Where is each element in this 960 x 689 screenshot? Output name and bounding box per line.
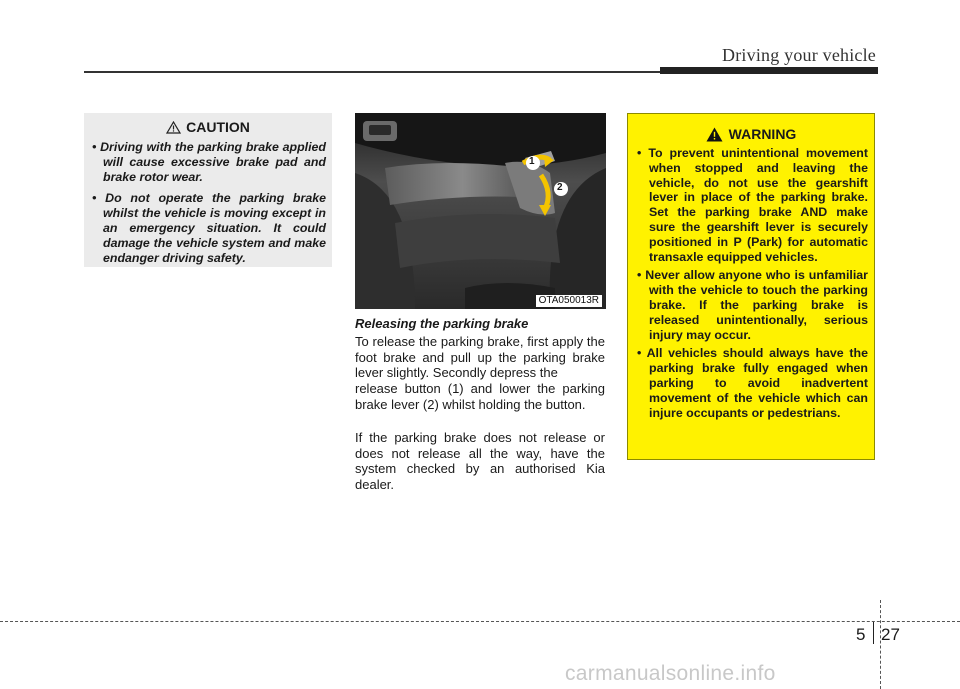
warning-item: • All vehicles should always have the parking brake fully engaged when parking to avoid inadvertent movement of the vehicle which can injure occupants or pedestrians. xyxy=(637,346,868,420)
paragraph-3: If the parking brake does not release or does not release all the way, have the system checked by an authorised Kia dealer. xyxy=(355,430,605,492)
page-number: 27 xyxy=(881,625,900,644)
figure-code: OTA050013R xyxy=(536,295,602,307)
warning-title: WARNING xyxy=(728,126,797,142)
caution-box xyxy=(84,113,332,267)
warning-heading xyxy=(628,126,874,145)
caution-item: • Do not operate the parking brake whilst the vehicle is moving except in an emergency situation. It could damage the vehicle system and make endanger driving safety. xyxy=(92,191,326,265)
page-chapter: 5 xyxy=(856,625,866,644)
header-rule-thick xyxy=(660,67,878,74)
header-section-title: Driving your vehicle xyxy=(722,45,876,65)
header-rule-thin xyxy=(84,71,662,73)
caution-heading xyxy=(84,119,332,137)
warning-item: • Never allow anyone who is unfamiliar with the vehicle to touch the parking brake. If the parking brake is released unintentionally, serious injury may occur. xyxy=(637,268,868,342)
parking-brake-illustration xyxy=(355,113,606,309)
caution-title: CAUTION xyxy=(186,119,250,135)
warning-item: • To prevent unintentional movement when stopped and leaving the vehicle, do not use the gearshift lever in place of the parking brake. Set the parking brake AND make sure the gearshift lever is securely positioned in P (Park) for automatic transaxle equipped vehicles. xyxy=(637,146,868,264)
callout-2: 2 xyxy=(557,182,563,193)
paragraph-1: To release the parking brake, first apply the foot brake and pull up the parking brake lever slightly. Secondly depress the xyxy=(355,334,605,381)
warning-triangle-icon xyxy=(706,127,723,145)
caution-list xyxy=(92,140,326,272)
section-title: Releasing the parking brake xyxy=(355,316,529,331)
warning-list xyxy=(637,146,868,424)
caution-item: • Driving with the parking brake applied will cause excessive brake pad and brake rotor wear. xyxy=(92,140,326,184)
watermark: carmanualsonline.info xyxy=(565,662,776,685)
parking-brake-photo xyxy=(355,113,606,309)
footer-rule xyxy=(0,621,960,622)
paragraph-2: release button (1) and lower the parking brake lever (2) whilst holding the button. xyxy=(355,381,605,412)
warning-box xyxy=(627,113,875,460)
caution-triangle-icon xyxy=(166,121,181,137)
callout-1: 1 xyxy=(529,156,535,167)
page-divider xyxy=(873,622,874,644)
